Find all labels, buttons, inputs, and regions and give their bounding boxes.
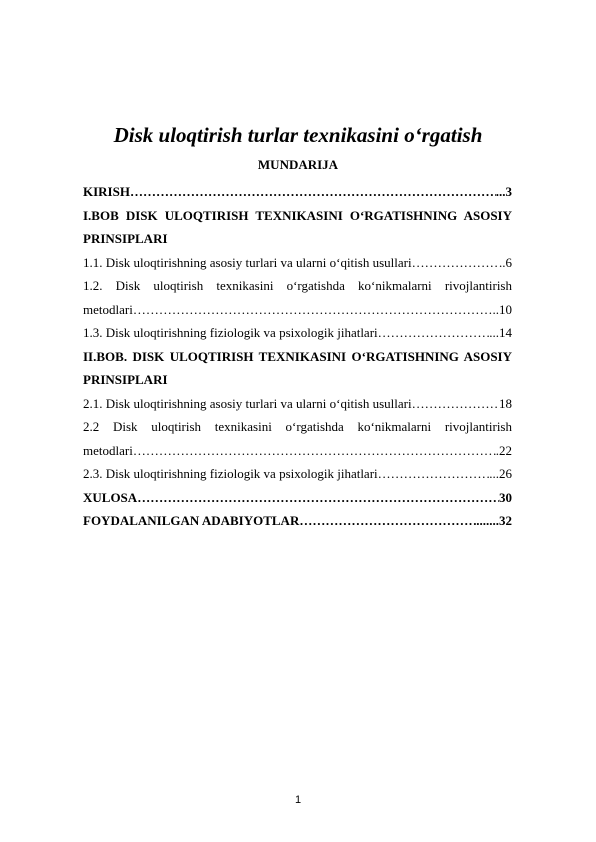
toc-entry-label: FOYDALANILGAN ADABIYOTLAR [83, 513, 300, 528]
toc-page-number: ...26 [489, 466, 512, 481]
toc-entry-bob2[interactable]: II.BOB. DISK ULOQTIRISH TEXNIKASINI O‘RGATISHNING ASOSIY [83, 348, 512, 364]
toc-entry-label: KIRISH [83, 184, 130, 199]
toc-entry-label: metodlari [83, 301, 133, 317]
toc-entry-1-1[interactable] [83, 251, 512, 275]
toc-entry-label: 2.3. Disk uloqtirishning fiziologik va psixologik jihatlari [83, 466, 378, 481]
toc-entry-bob2-cont: PRINSIPLARI [83, 372, 168, 387]
toc-leader-dots [137, 486, 499, 510]
toc-heading: MUNDARIJA [257, 157, 339, 172]
toc-entry-label: metodlari [83, 442, 133, 458]
toc-leader-dots [412, 392, 499, 416]
toc-entry-2-3[interactable] [83, 462, 512, 486]
toc-leader-dots [299, 509, 476, 533]
toc-entry-1-2[interactable]: 1.2. Disk uloqtirish texnikasini o‘rgatishda ko‘nikmalarni rivojlantirish [83, 278, 512, 293]
page-number: 1 [294, 794, 302, 806]
toc-page-number: ...3 [495, 184, 512, 199]
toc-page-number: ...14 [489, 325, 512, 340]
toc-entry-label: XULOSA [83, 489, 138, 505]
toc-page-number: ..10 [492, 301, 512, 317]
toc-entry-label: 1.3. Disk uloqtirishning fiziologik va psixologik jihatlari [83, 325, 378, 340]
toc-entry-2-1[interactable] [83, 392, 512, 416]
toc-leader-dots [133, 298, 493, 322]
toc-entry-2-2[interactable]: 2.2 Disk uloqtirish texnikasini o‘rgatishda ko‘nikmalarni rivojlantirish [83, 419, 512, 434]
toc-entry-xulosa[interactable] [83, 486, 512, 510]
toc-leader-dots [378, 462, 490, 486]
toc-entry-bob1[interactable]: I.BOB DISK ULOQTIRISH TEXNIKASINI O‘RGATISHNING ASOSIY [83, 207, 512, 223]
toc-entry-bob1-cont: PRINSIPLARI [83, 231, 168, 246]
toc-entry-label: 1.1. Disk uloqtirishning asosiy turlari va ularni o‘qitish usullari [83, 254, 412, 270]
table-of-contents [83, 180, 512, 533]
toc-page-number: 18 [499, 395, 512, 411]
toc-entry-1-2-cont [83, 298, 512, 322]
toc-entry-1-3[interactable] [83, 321, 512, 345]
toc-page-number: .22 [495, 442, 512, 458]
toc-page-number: ..6 [499, 254, 512, 270]
toc-entry-foydalanilgan[interactable] [83, 509, 512, 533]
toc-leader-dots [412, 251, 499, 275]
toc-entry-kirish[interactable] [83, 180, 512, 204]
toc-page-number: .......32 [476, 513, 512, 528]
toc-entry-label: 2.1. Disk uloqtirishning asosiy turlari va ularni o‘qitish usullari [83, 395, 412, 411]
document-title: Disk uloqtirish turlar texnikasini o‘rgatish [113, 123, 483, 147]
toc-leader-dots [378, 321, 490, 345]
toc-entry-2-2-cont [83, 439, 512, 463]
toc-page-number: 30 [499, 489, 512, 505]
toc-leader-dots [130, 180, 496, 204]
toc-leader-dots [133, 439, 496, 463]
